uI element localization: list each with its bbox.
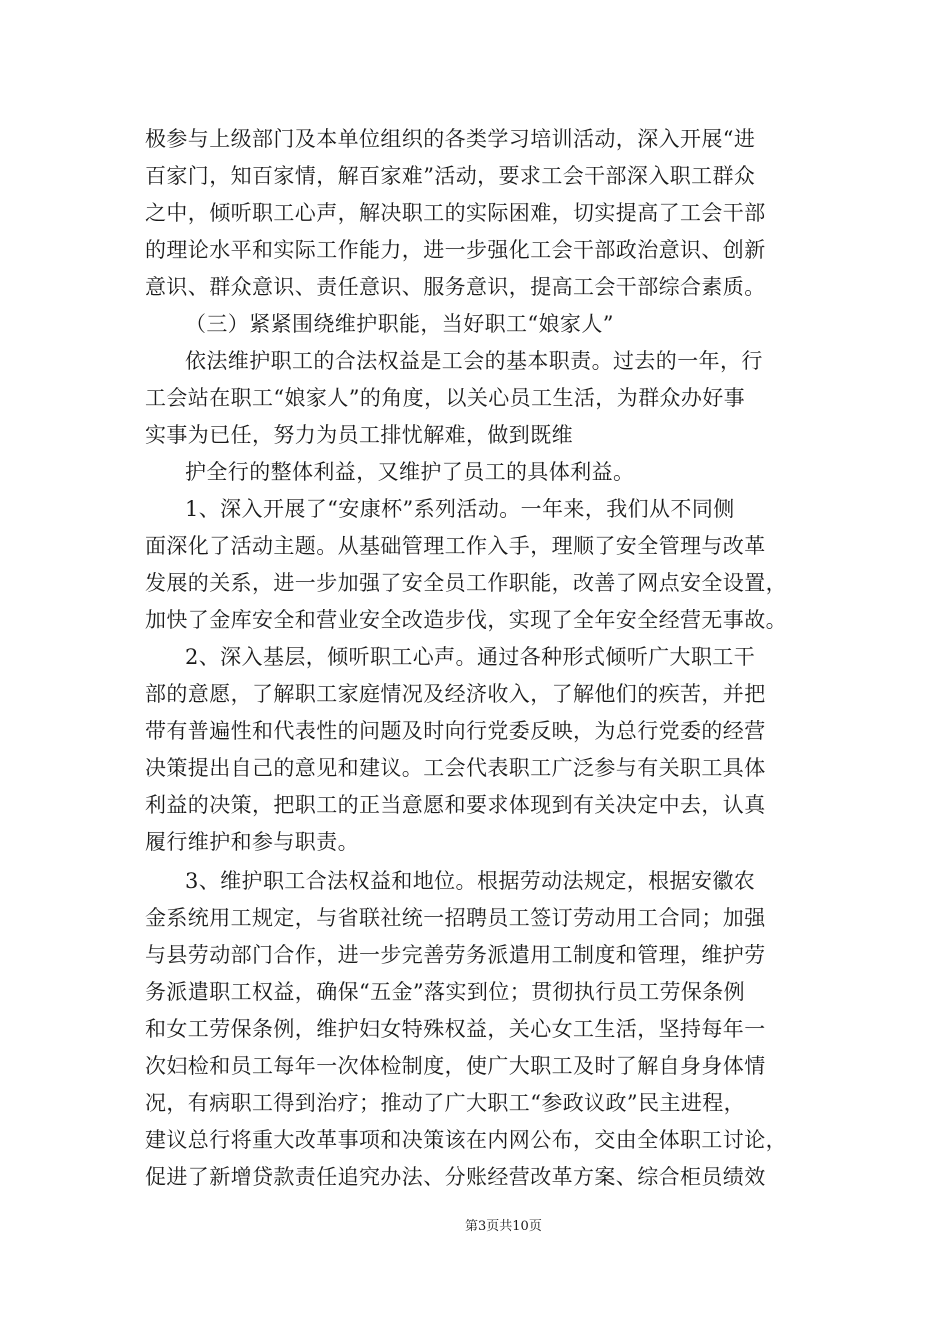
text-line: 实事为已任，努力为员工排忧解难，做到既维 [145,423,573,447]
text-line: 金系统用工规定，与省联社统一招聘员工签订劳动用工合同；加强 [145,906,766,930]
text-line: 次妇检和员工每年一次体检制度，使广大职工及时了解自身身体情 [145,1054,766,1078]
text-line: 部的意愿，了解职工家庭情况及经济收入，了解他们的疾苦，并把 [145,682,766,706]
text-line: 加快了金库安全和营业安全改造步伐，实现了全年安全经营无事故。 [145,608,787,632]
text-line: 工会站在职工“娘家人”的角度，以关心员工生活，为群众办好事 [145,386,746,410]
text-line: 履行维护和参与职责。 [145,830,359,854]
text-line: 依法维护职工的合法权益是工会的基本职责。过去的一年，行 [185,349,763,373]
text-line: 百家门，知百家情，解百家难”活动，要求工会干部深入职工群众 [145,164,756,188]
text-line: 促进了新增贷款责任追究办法、分账经营改革方案、综合柜员绩效 [145,1165,766,1189]
text-line: 极参与上级部门及本单位组织的各类学习培训活动，深入开展“进 [145,127,756,151]
text-line: 带有普遍性和代表性的问题及时向行党委反映，为总行党委的经营 [145,719,766,743]
page-number: 第3页共10页 [465,1219,542,1234]
text-line: 的理论水平和实际工作能力，进一步强化工会干部政治意识、创新 [145,238,766,262]
text-line: 3、维护职工合法权益和地位。根据劳动法规定，根据安徽农 [185,869,756,893]
text-line: 2、深入基层，倾听职工心声。通过各种形式倾听广大职工干 [185,645,756,669]
text-line: 与县劳动部门合作，进一步完善劳务派遣用工制度和管理，维护劳 [145,943,766,967]
text-line: 1、深入开展了“安康杯”系列活动。一年来，我们从不同侧 [185,497,735,521]
text-line: 发展的关系，进一步加强了安全员工作职能，改善了网点安全设置， [145,571,787,595]
text-line: 务派遣职工权益，确保“五金”落实到位；贯彻执行员工劳保条例 [145,980,746,1004]
section-heading: （三）紧紧围绕维护职能，当好职工“娘家人” [185,312,614,336]
text-line: 意识、群众意识、责任意识、服务意识，提高工会干部综合素质。 [145,275,766,299]
text-line: 况，有病职工得到治疗；推动了广大职工“参政议政”民主进程， [145,1091,746,1115]
text-line: 之中，倾听职工心声，解决职工的实际困难，切实提高了工会干部 [145,201,766,225]
text-line: 面深化了活动主题。从基础管理工作入手，理顺了安全管理与改革 [145,534,766,558]
text-line: 和女工劳保条例，维护妇女特殊权益，关心女工生活，坚持每年一 [145,1017,766,1041]
text-line: 利益的决策，把职工的正当意愿和要求体现到有关决定中去，认真 [145,793,766,817]
text-line: 护全行的整体利益，又维护了员工的具体利益。 [185,460,635,484]
text-line: 建议总行将重大改革事项和决策该在内网公布，交由全体职工讨论， [145,1128,787,1152]
text-line: 决策提出自己的意见和建议。工会代表职工广泛参与有关职工具体 [145,756,766,780]
